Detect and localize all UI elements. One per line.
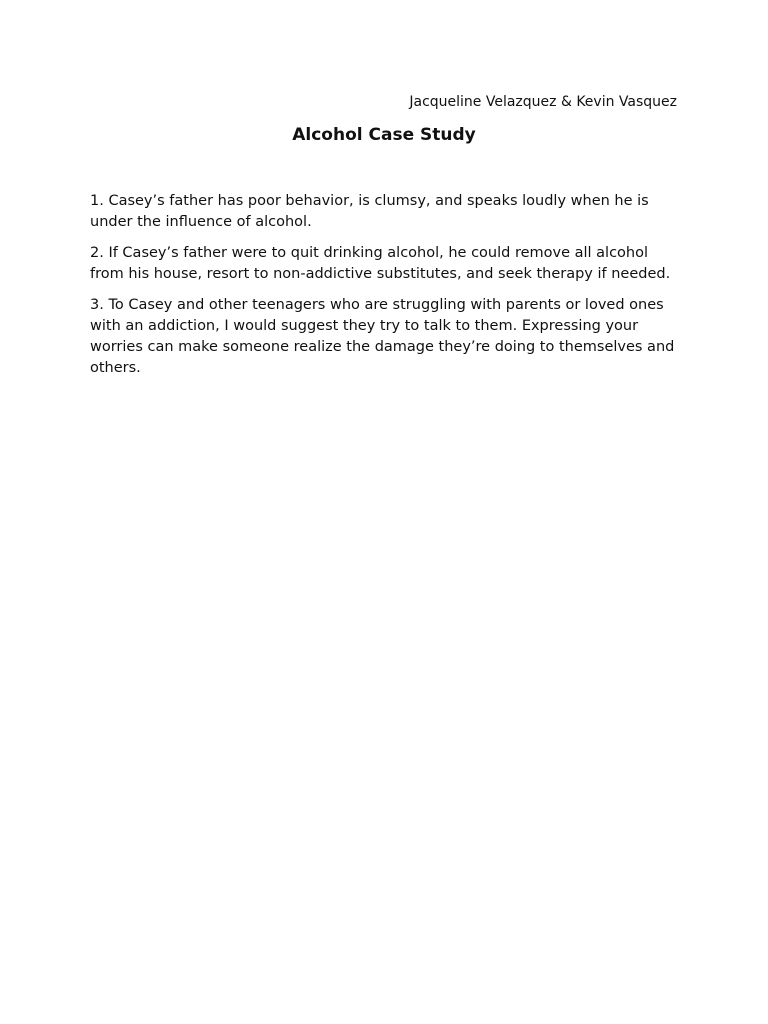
answer-2: 2. If Casey’s father were to quit drinking alcohol, he could remove all alcohol from his house, resort to non-addictive substitutes, and seek therapy if needed. [90, 245, 671, 282]
author-names: Jacqueline Velazquez & Kevin Vasquez [409, 94, 677, 110]
document-title: Alcohol Case Study [292, 125, 476, 145]
answer-1: 1. Casey’s father has poor behavior, is clumsy, and speaks loudly when he is under the influence of alcohol. [90, 193, 649, 230]
answer-list [90, 191, 680, 389]
answer-3: 3. To Casey and other teenagers who are struggling with parents or loved ones with an addiction, I would suggest they try to talk to them. Expressing your worries can make someone realize the damage they’re doing to themselves and others. [90, 297, 675, 376]
